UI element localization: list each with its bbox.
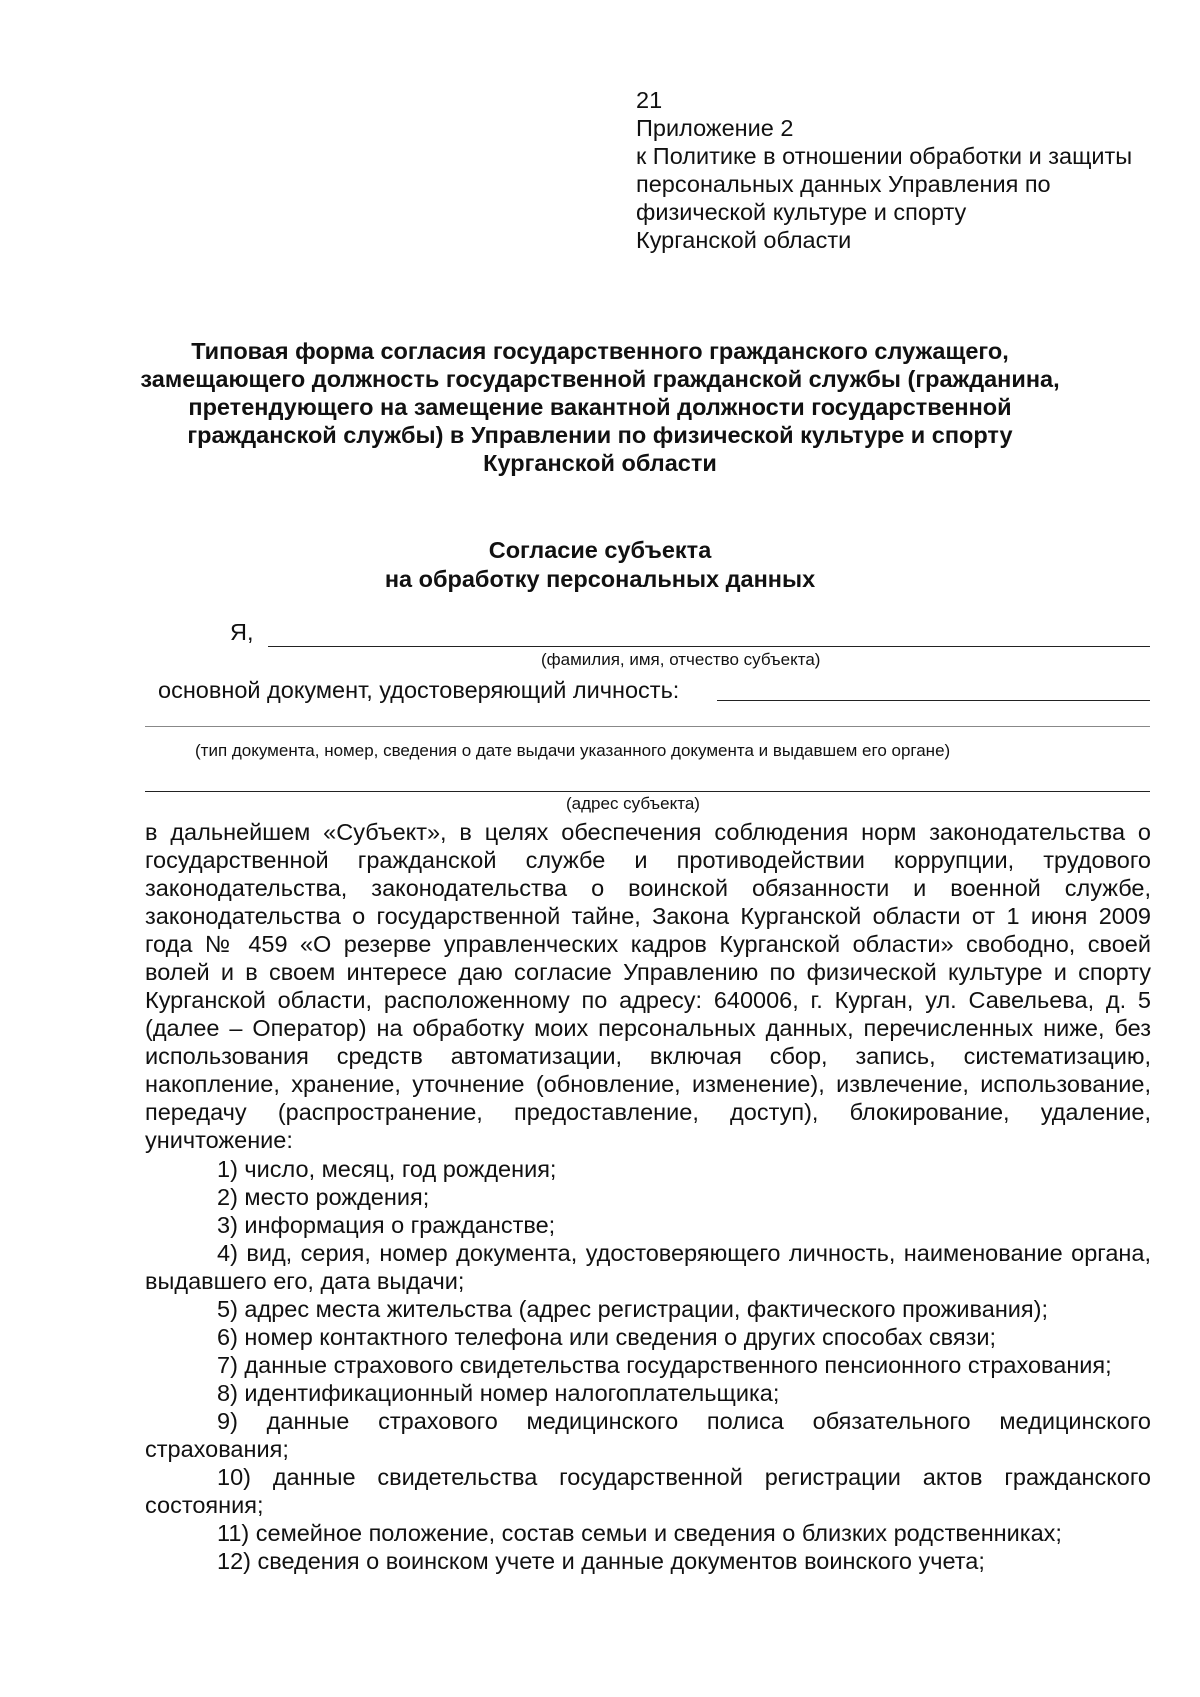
- address-blank-line[interactable]: [145, 791, 1150, 792]
- appendix-header: [636, 86, 1176, 254]
- appendix-line: персональных данных Управления по: [636, 171, 1051, 197]
- address-caption: (адрес субъекта): [566, 794, 700, 813]
- document-label: основной документ, удостоверяющий личность:: [158, 677, 680, 703]
- list-item: 1) число, месяц, год рождения;: [217, 1156, 557, 1182]
- appendix-line: Курганской области: [636, 227, 852, 253]
- title-line: Типовая форма согласия государственного гражданского служащего,: [191, 338, 1009, 364]
- consent-paragraph: в дальнейшем «Субъект», в целях обеспечения соблюдения норм законодательства о государственной гражданской службе и противодействии коррупции, трудового законодательства, законодательства о воинской обязанности и военной службе, законодательства о государственной тайне, Закона Курганской области от 1 июня 2009 года № 459 «О резерве управленческих кадров Курганской области» свободно, своей волей и в своем интересе даю согласие Управлению по физической культуре и спорту Курганской области, расположенному по адресу: 640006, г. Курган, ул. Савельева, д. 5 (далее – Оператор) на обработку моих персональных данных, перечисленных ниже, без использования средств автоматизации, включая сбор, запись, систематизацию, накопление, хранение, уточнение (обновление, изменение), извлечение, использование, передачу (распространение, предоставление, доступ), блокирование, удаление, уничтожение:: [145, 819, 1151, 1153]
- page-number: 21: [636, 87, 663, 113]
- title-line: замещающего должность государственной гражданской службы (гражданина,: [140, 366, 1060, 392]
- list-item: 5) адрес места жительства (адрес регистрации, фактического проживания);: [217, 1296, 1049, 1322]
- personal-data-list: [145, 1155, 1151, 1575]
- document-blank-line[interactable]: [717, 700, 1150, 701]
- title-line: Курганской области: [483, 450, 717, 476]
- document-title: [120, 337, 1080, 477]
- list-item: 7) данные страхового свидетельства государственного пенсионного страхования;: [217, 1352, 1112, 1378]
- subtitle-line-1: Согласие субъекта: [488, 537, 712, 563]
- consent-subtitle: [120, 536, 1080, 594]
- appendix-line: физической культуре и спорту: [636, 199, 967, 225]
- list-item: 8) идентификационный номер налогоплательщика;: [217, 1380, 780, 1406]
- subtitle-line-2: на обработку персональных данных: [384, 566, 816, 592]
- title-line: гражданской службы) в Управлении по физической культуре и спорту: [187, 422, 1013, 448]
- list-item: 12) сведения о воинском учете и данные документов воинского учета;: [217, 1548, 985, 1574]
- list-item: 2) место рождения;: [217, 1184, 430, 1210]
- list-item: 11) семейное положение, состав семьи и сведения о близких родственниках;: [217, 1520, 1062, 1546]
- document-caption: (тип документа, номер, сведения о дате выдачи указанного документа и выдавшем его органе): [195, 741, 951, 760]
- list-item: 4) вид, серия, номер документа, удостоверяющего личность, наименование органа, выдавшего его, дата выдачи;: [145, 1240, 1151, 1294]
- appendix-line: к Политике в отношении обработки и защиты: [636, 143, 1133, 169]
- document-blank-line-2[interactable]: [145, 726, 1150, 727]
- fio-blank-line[interactable]: [268, 646, 1150, 647]
- title-line: претендующего на замещение вакантной должности государственной: [188, 394, 1012, 420]
- appendix-label: Приложение 2: [636, 115, 794, 141]
- list-item: 3) информация о гражданстве;: [217, 1212, 556, 1238]
- list-item: 6) номер контактного телефона или сведения о других способах связи;: [217, 1324, 997, 1350]
- consent-body: [145, 818, 1151, 1154]
- list-item: 10) данные свидетельства государственной регистрации актов гражданского состояния;: [145, 1464, 1151, 1518]
- ya-label: Я,: [230, 619, 254, 645]
- fio-caption: (фамилия, имя, отчество субъекта): [541, 650, 821, 669]
- list-item: 9) данные страхового медицинского полиса обязательного медицинского страхования;: [145, 1408, 1151, 1462]
